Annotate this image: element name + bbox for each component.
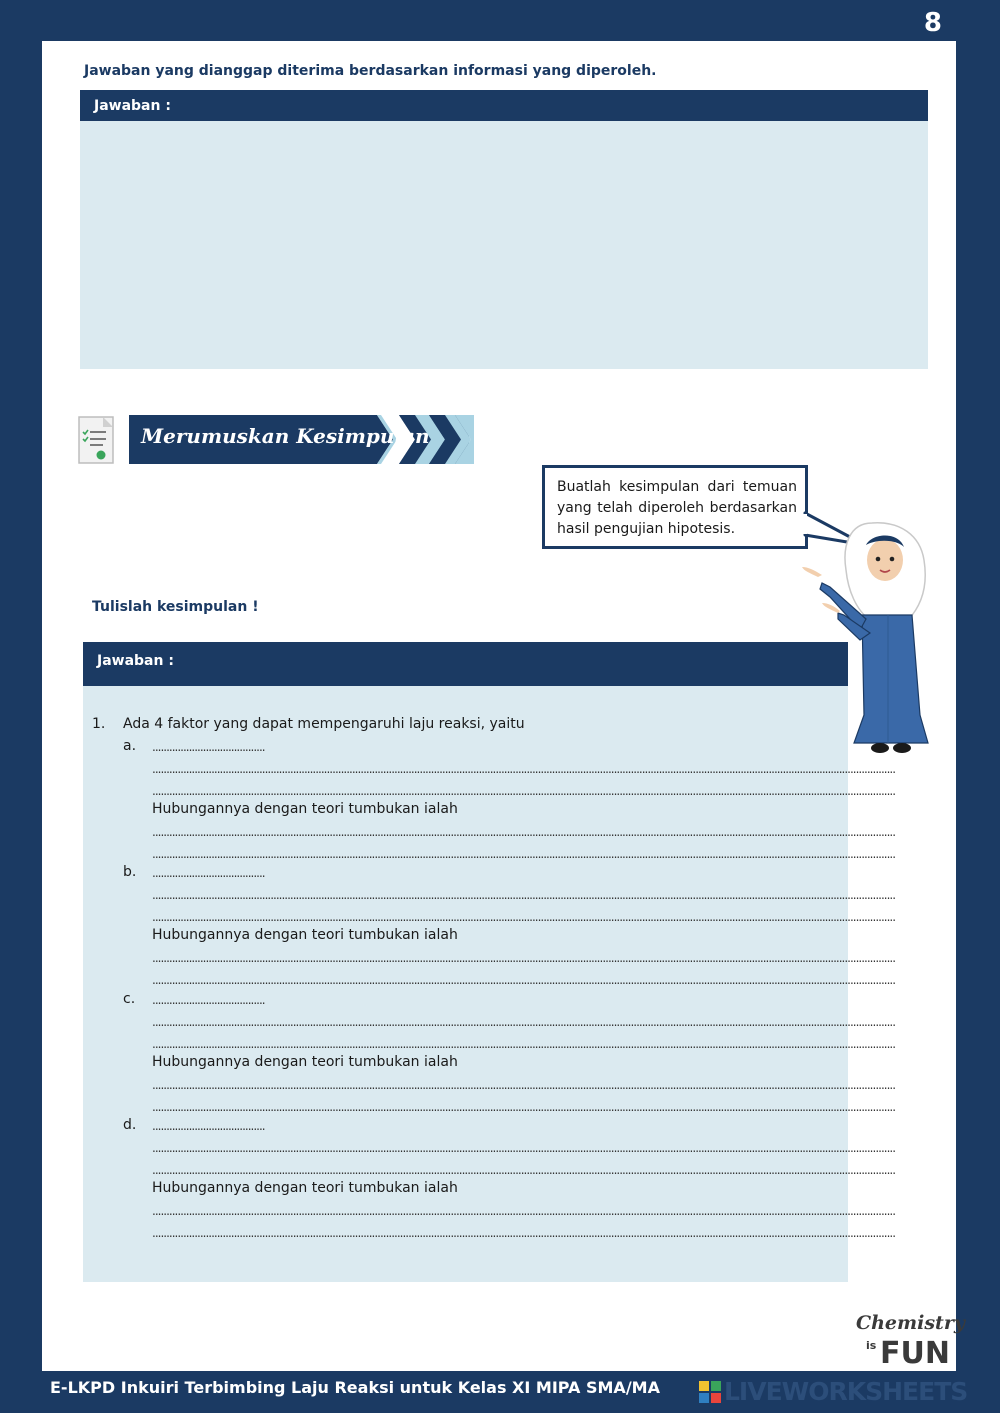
answer-line[interactable]: ........................................................................................................................................................................................................................................................................ — [152, 1204, 896, 1218]
answer-line[interactable]: ........................................................................................................................................................................................................................................................................ — [152, 1078, 896, 1092]
relation-text-d: Hubungannya dengan teori tumbukan ialah — [152, 1180, 458, 1196]
answer-line[interactable]: ........................................................................................................................................................................................................................................................................ — [152, 1015, 896, 1029]
task-instruction: Tulislah kesimpulan ! — [92, 599, 259, 615]
answer-line[interactable]: ........................................ — [152, 740, 265, 754]
svg-text:Chemistry: Chemistry — [856, 1312, 965, 1334]
answer-line[interactable]: ........................................ — [152, 866, 265, 880]
answer-line[interactable]: ........................................................................................................................................................................................................................................................................ — [152, 825, 896, 839]
svg-text:FUN: FUN — [880, 1336, 950, 1371]
answer-line[interactable]: ........................................ — [152, 1119, 265, 1133]
answer-line[interactable]: ........................................................................................................................................................................................................................................................................ — [152, 910, 896, 924]
item-letter-d: d. — [123, 1117, 137, 1133]
liveworksheets-logo-icon — [699, 1381, 721, 1403]
answer-label-1: Jawaban : — [94, 98, 171, 114]
answer-line[interactable]: ........................................................................................................................................................................................................................................................................ — [152, 1163, 896, 1177]
chemistry-is-fun-logo — [852, 1305, 965, 1371]
question-text: Ada 4 faktor yang dapat mempengaruhi laju reaksi, yaitu — [123, 716, 525, 732]
answer-line[interactable]: ........................................................................................................................................................................................................................................................................ — [152, 847, 896, 861]
answer-line[interactable]: ........................................................................................................................................................................................................................................................................ — [152, 762, 896, 776]
item-letter-b: b. — [123, 864, 137, 880]
footer-text: E-LKPD Inkuiri Terbimbing Laju Reaksi untuk Kelas XI MIPA SMA/MA — [50, 1378, 660, 1397]
answer-header-2 — [83, 642, 848, 686]
speech-bubble — [542, 465, 808, 549]
answer-line[interactable]: ........................................................................................................................................................................................................................................................................ — [152, 1141, 896, 1155]
answer-line[interactable]: ........................................................................................................................................................................................................................................................................ — [152, 951, 896, 965]
answer-box-1[interactable] — [80, 121, 928, 369]
watermark-text: LIVEWORKSHEETS — [724, 1377, 968, 1406]
question-number: 1. — [92, 716, 106, 732]
document-check-icon — [77, 415, 117, 465]
intro-text: Jawaban yang dianggap diterima berdasarkan informasi yang diperoleh. — [84, 63, 657, 79]
item-letter-c: c. — [123, 991, 136, 1007]
bubble-text: Buatlah kesimpulan dari temuan yang telah diperoleh berdasarkan hasil pengujian hipotesis. — [557, 479, 797, 537]
answer-label-2: Jawaban : — [97, 653, 174, 669]
answer-line[interactable]: ........................................................................................................................................................................................................................................................................ — [152, 1037, 896, 1051]
section-title: Merumuskan Kesimpulan — [141, 424, 430, 448]
relation-text-b: Hubungannya dengan teori tumbukan ialah — [152, 927, 458, 943]
relation-text-a: Hubungannya dengan teori tumbukan ialah — [152, 801, 458, 817]
answer-line[interactable]: ........................................................................................................................................................................................................................................................................ — [152, 784, 896, 798]
answer-header-1 — [80, 90, 928, 121]
answer-line[interactable]: ........................................ — [152, 993, 265, 1007]
svg-text:is: is — [866, 1339, 877, 1352]
answer-line[interactable]: ........................................................................................................................................................................................................................................................................ — [152, 888, 896, 902]
page-number: 8 — [923, 8, 942, 38]
relation-text-c: Hubungannya dengan teori tumbukan ialah — [152, 1054, 458, 1070]
answer-line[interactable]: ........................................................................................................................................................................................................................................................................ — [152, 1226, 896, 1240]
item-letter-a: a. — [123, 738, 137, 754]
answer-line[interactable]: ........................................................................................................................................................................................................................................................................ — [152, 973, 896, 987]
answer-line[interactable]: ........................................................................................................................................................................................................................................................................ — [152, 1100, 896, 1114]
